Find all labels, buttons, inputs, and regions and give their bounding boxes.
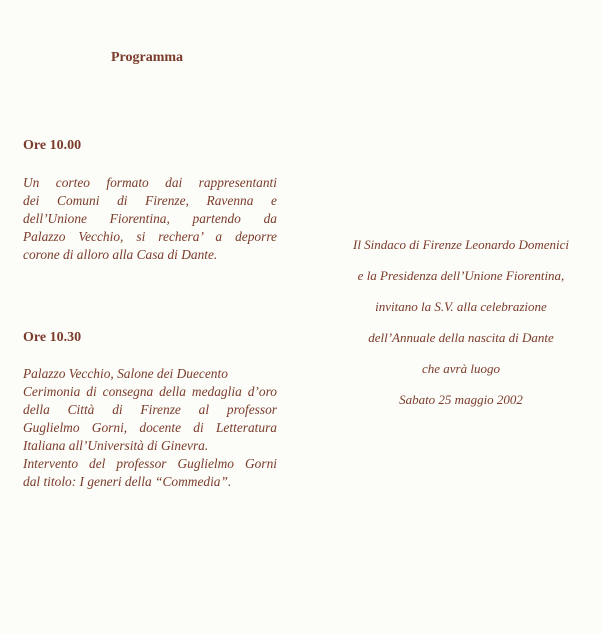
invitation-line: Il Sindaco di Firenze Leonardo Domenici bbox=[352, 237, 570, 252]
programme-title: Programma bbox=[111, 50, 184, 65]
invitation-line: e la Presidenza dell’Unione Fiorentina, bbox=[357, 268, 565, 283]
event-1-line: Un corteo formato dai rappresentanti bbox=[23, 175, 277, 190]
event-2-line: dal titolo: I generi della “Commedia”. bbox=[23, 474, 232, 489]
invitation-text bbox=[320, 236, 602, 422]
event-time-2: Ore 10.30 bbox=[23, 330, 82, 345]
event-1-line: dell’Unione Fiorentina, partendo da bbox=[23, 211, 277, 226]
event-description-1 bbox=[23, 174, 277, 264]
event-description-2 bbox=[23, 365, 277, 491]
invitation-line: Sabato 25 maggio 2002 bbox=[399, 392, 523, 407]
event-2-line: della Città di Firenze al professor bbox=[23, 402, 277, 417]
event-2-line: Italiana all’Università di Ginevra. bbox=[23, 438, 209, 453]
event-2-line: Guglielmo Gorni, docente di Letteratura bbox=[23, 420, 277, 435]
invitation-line: dell’Annuale della nascita di Dante bbox=[368, 330, 554, 345]
event-1-line: dei Comuni di Firenze, Ravenna e bbox=[23, 193, 277, 208]
invitation-line: che avrà luogo bbox=[422, 361, 500, 376]
event-1-line: Palazzo Vecchio, si rechera’ a deporre bbox=[23, 229, 277, 244]
event-1-line: corone di alloro alla Casa di Dante. bbox=[23, 247, 218, 262]
event-time-1: Ore 10.00 bbox=[23, 138, 82, 153]
event-2-line: Cerimonia di consegna della medaglia d’oro bbox=[23, 384, 277, 399]
event-2-line: Intervento del professor Guglielmo Gorni bbox=[23, 456, 277, 471]
event-2-line: Palazzo Vecchio, Salone dei Duecento bbox=[23, 366, 228, 381]
invitation-line: invitano la S.V. alla celebrazione bbox=[375, 299, 547, 314]
